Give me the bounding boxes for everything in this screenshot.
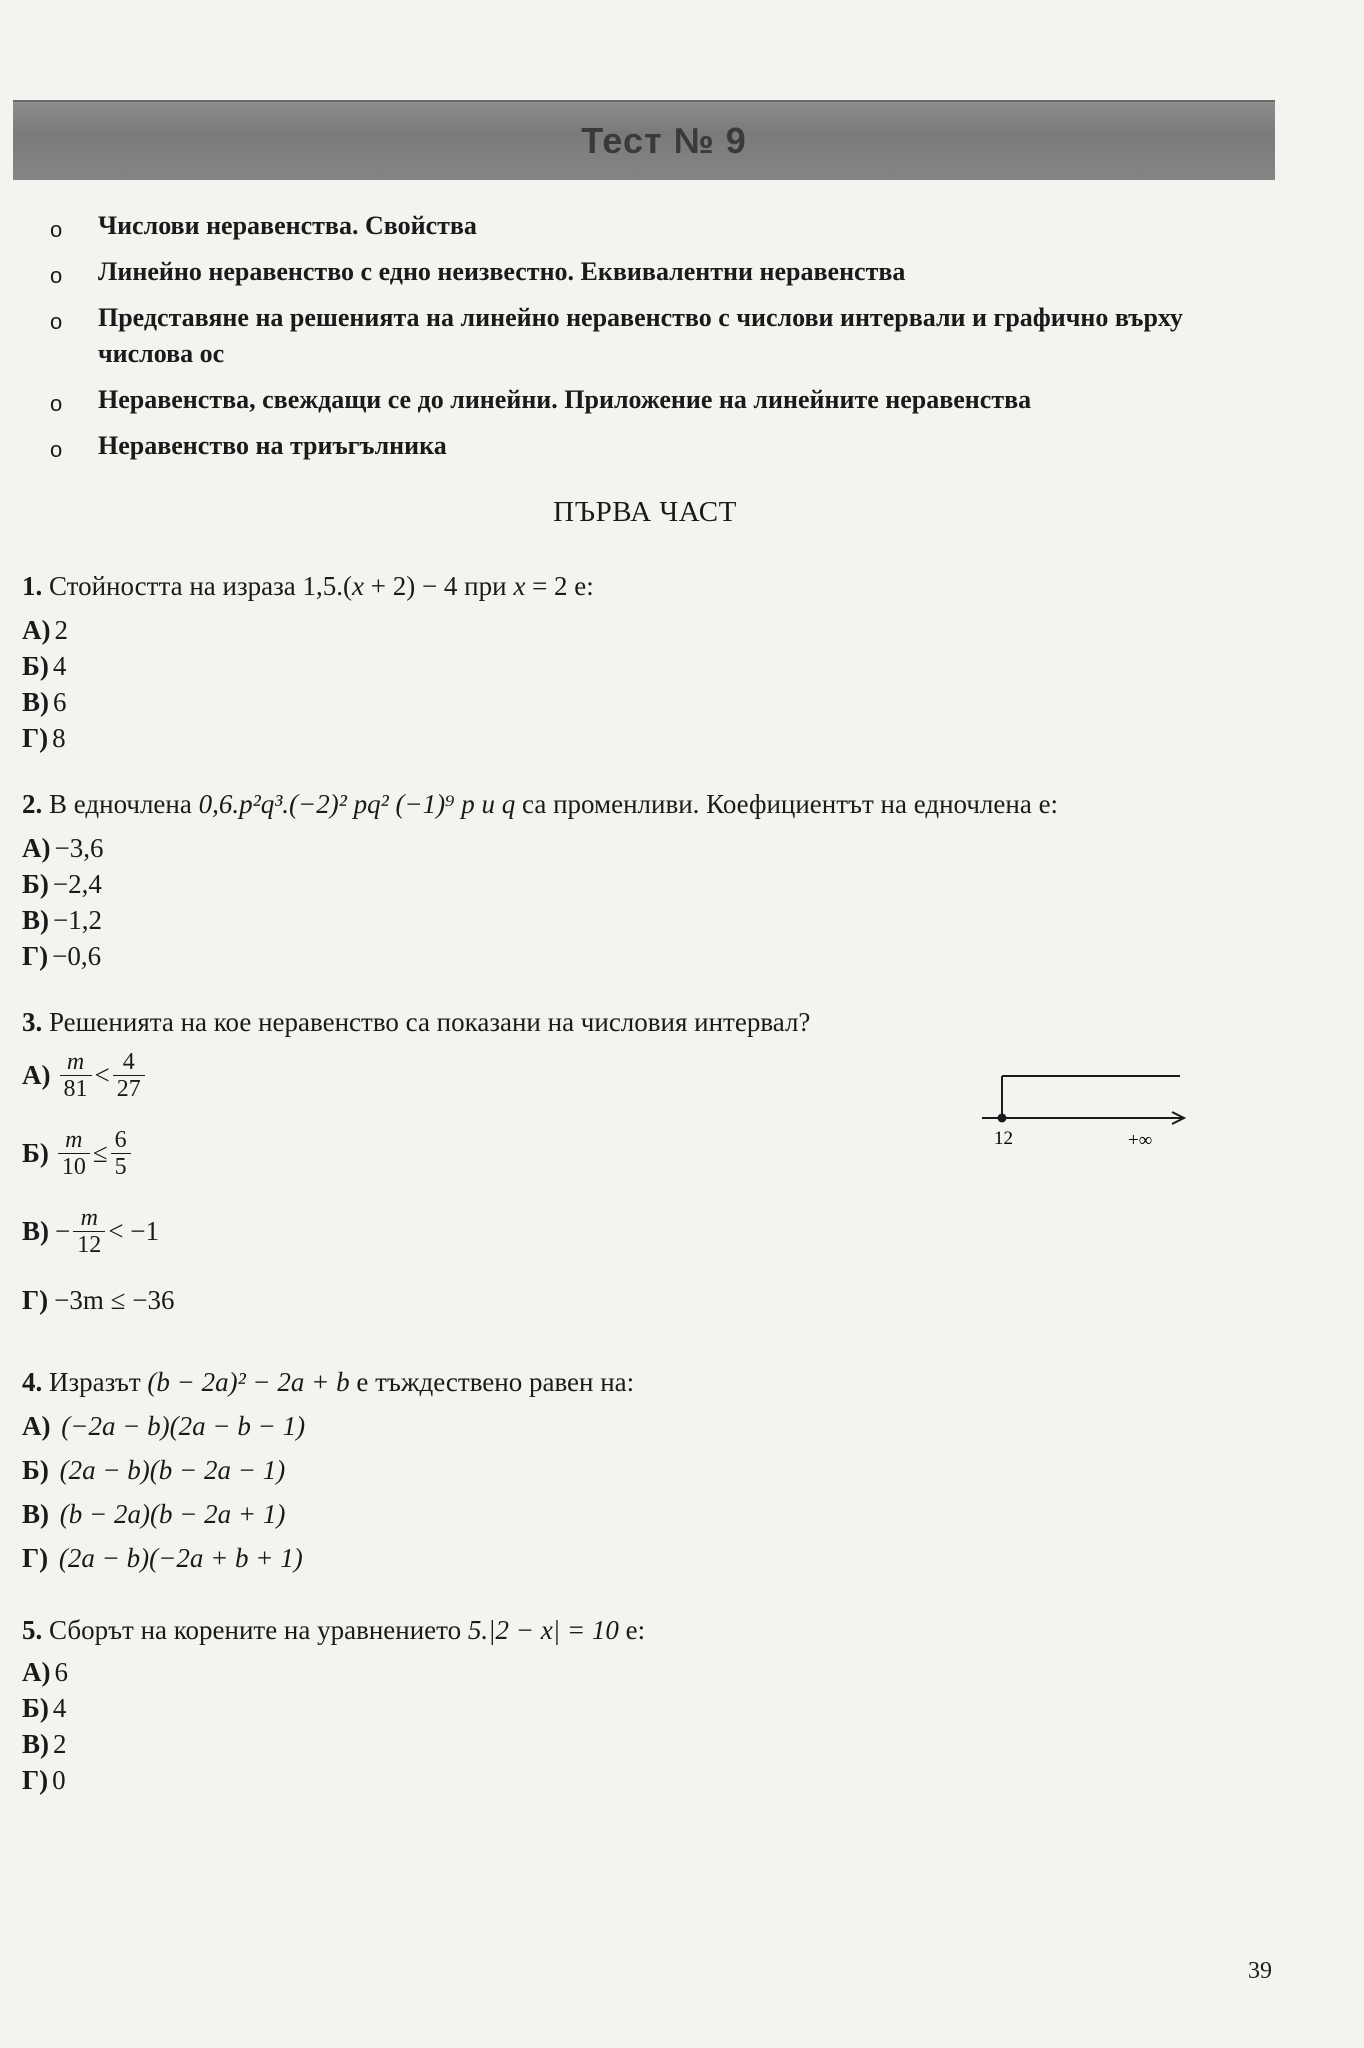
question-5-options <box>22 1654 68 1798</box>
answer-option[interactable]: В) 2 <box>22 1729 67 1759</box>
answer-option[interactable]: А) 2 <box>22 615 68 645</box>
question-4-options <box>22 1404 305 1580</box>
question-2-options <box>22 830 103 974</box>
answer-option[interactable]: Б) −2,4 <box>22 869 102 899</box>
fraction: $\frac{m}{12}$ <box>73 1205 105 1258</box>
topic-item: o Линейно неравенство с едно неизвестно. Еквивалентни неравенства <box>50 254 1250 290</box>
answer-option[interactable]: Б) (2a − b)(b − 2a − 1) <box>22 1455 286 1485</box>
number-line-diagram <box>980 1062 1200 1162</box>
question-1-options <box>22 612 68 756</box>
answer-option[interactable]: В) − $\frac{m}{12}$ < −1 <box>22 1204 159 1258</box>
answer-option[interactable]: А) $\frac{m}{81}$ < $\frac{4}{27}$ <box>22 1036 174 1114</box>
answer-option[interactable]: Г) 8 <box>22 723 66 753</box>
part-title: ПЪРВА ЧАСТ <box>553 496 737 528</box>
bullet-icon: o <box>50 391 63 416</box>
topic-item: o Числови неравенства. Свойства <box>50 208 1250 244</box>
fraction: $\frac{4}{27}$ <box>113 1049 145 1102</box>
topic-item: o Представяне на решенията на линейно неравенство с числови интервали и графично върху числова ос <box>50 303 1183 368</box>
answer-option[interactable]: В) (b − 2a)(b − 2a + 1) <box>22 1499 286 1529</box>
bullet-icon: o <box>50 217 63 242</box>
answer-option[interactable]: Г) −0,6 <box>22 941 102 971</box>
bullet-icon: o <box>50 437 63 462</box>
equation: 5.|2 − x| = 10 <box>467 1615 619 1645</box>
answer-option[interactable]: Б) $\frac{m}{10}$ ≤ $\frac{6}{5}$ <box>22 1114 174 1192</box>
question-3: 3. Решенията на кое неравенство са показани на числовия интервал? <box>22 1007 811 1037</box>
question-3-options <box>22 1036 174 1330</box>
topic-item: o Неравенства, свеждащи се до линейни. Приложение на линейните неравенства <box>50 382 1250 418</box>
start-label: 12 <box>994 1128 1013 1149</box>
expression: (b − 2a)² − 2a + b <box>147 1367 350 1397</box>
question-2: 2. В едночлена 0,6.p²q³.(−2)² pq² (−1)⁹ p и q са променливи. Коефициентът на едночлена е: <box>22 789 1059 819</box>
question-4: 4. Изразът (b − 2a)² − 2a + b е тъждествено равен на: <box>22 1367 635 1397</box>
answer-option[interactable]: А) −3,6 <box>22 833 104 863</box>
monomial-expression: 0,6.p²q³.(−2)² pq² (−1)⁹ <box>198 789 455 819</box>
test-title: Тест № 9 <box>581 120 747 161</box>
answer-option[interactable]: А) (−2a − b)(2a − b − 1) <box>22 1411 306 1441</box>
question-5: 5. Сборът на корените на уравнението 5.|2 − x| = 10 е: <box>22 1615 646 1645</box>
page-number: 39 <box>1248 1958 1272 1984</box>
answer-option[interactable]: В) 6 <box>22 687 67 717</box>
end-label: +∞ <box>1128 1130 1153 1151</box>
answer-option[interactable]: В) −1,2 <box>22 905 102 935</box>
answer-option[interactable]: Г) −3m ≤ −36 <box>22 1284 175 1315</box>
fraction: $\frac{m}{81}$ <box>60 1049 92 1102</box>
answer-option[interactable]: Б) 4 <box>22 651 67 681</box>
answer-option[interactable]: А) 6 <box>22 1657 68 1687</box>
bullet-icon: o <box>50 309 63 334</box>
closed-point-icon <box>998 1114 1007 1123</box>
test-title-banner <box>13 100 1275 180</box>
bullet-icon: o <box>50 263 63 288</box>
topic-list <box>50 208 1250 468</box>
answer-option[interactable]: Г) 0 <box>22 1765 66 1795</box>
question-1: 1. Стойността на израза 1,5.(x + 2) − 4 при x = 2 е: <box>22 571 594 601</box>
fraction: $\frac{6}{5}$ <box>111 1127 131 1180</box>
answer-option[interactable]: Б) 4 <box>22 1693 67 1723</box>
answer-option[interactable]: Г) (2a − b)(−2a + b + 1) <box>22 1543 303 1573</box>
topic-item: o Неравенство на триъгълника <box>50 428 1250 464</box>
fraction: $\frac{m}{10}$ <box>58 1127 90 1180</box>
